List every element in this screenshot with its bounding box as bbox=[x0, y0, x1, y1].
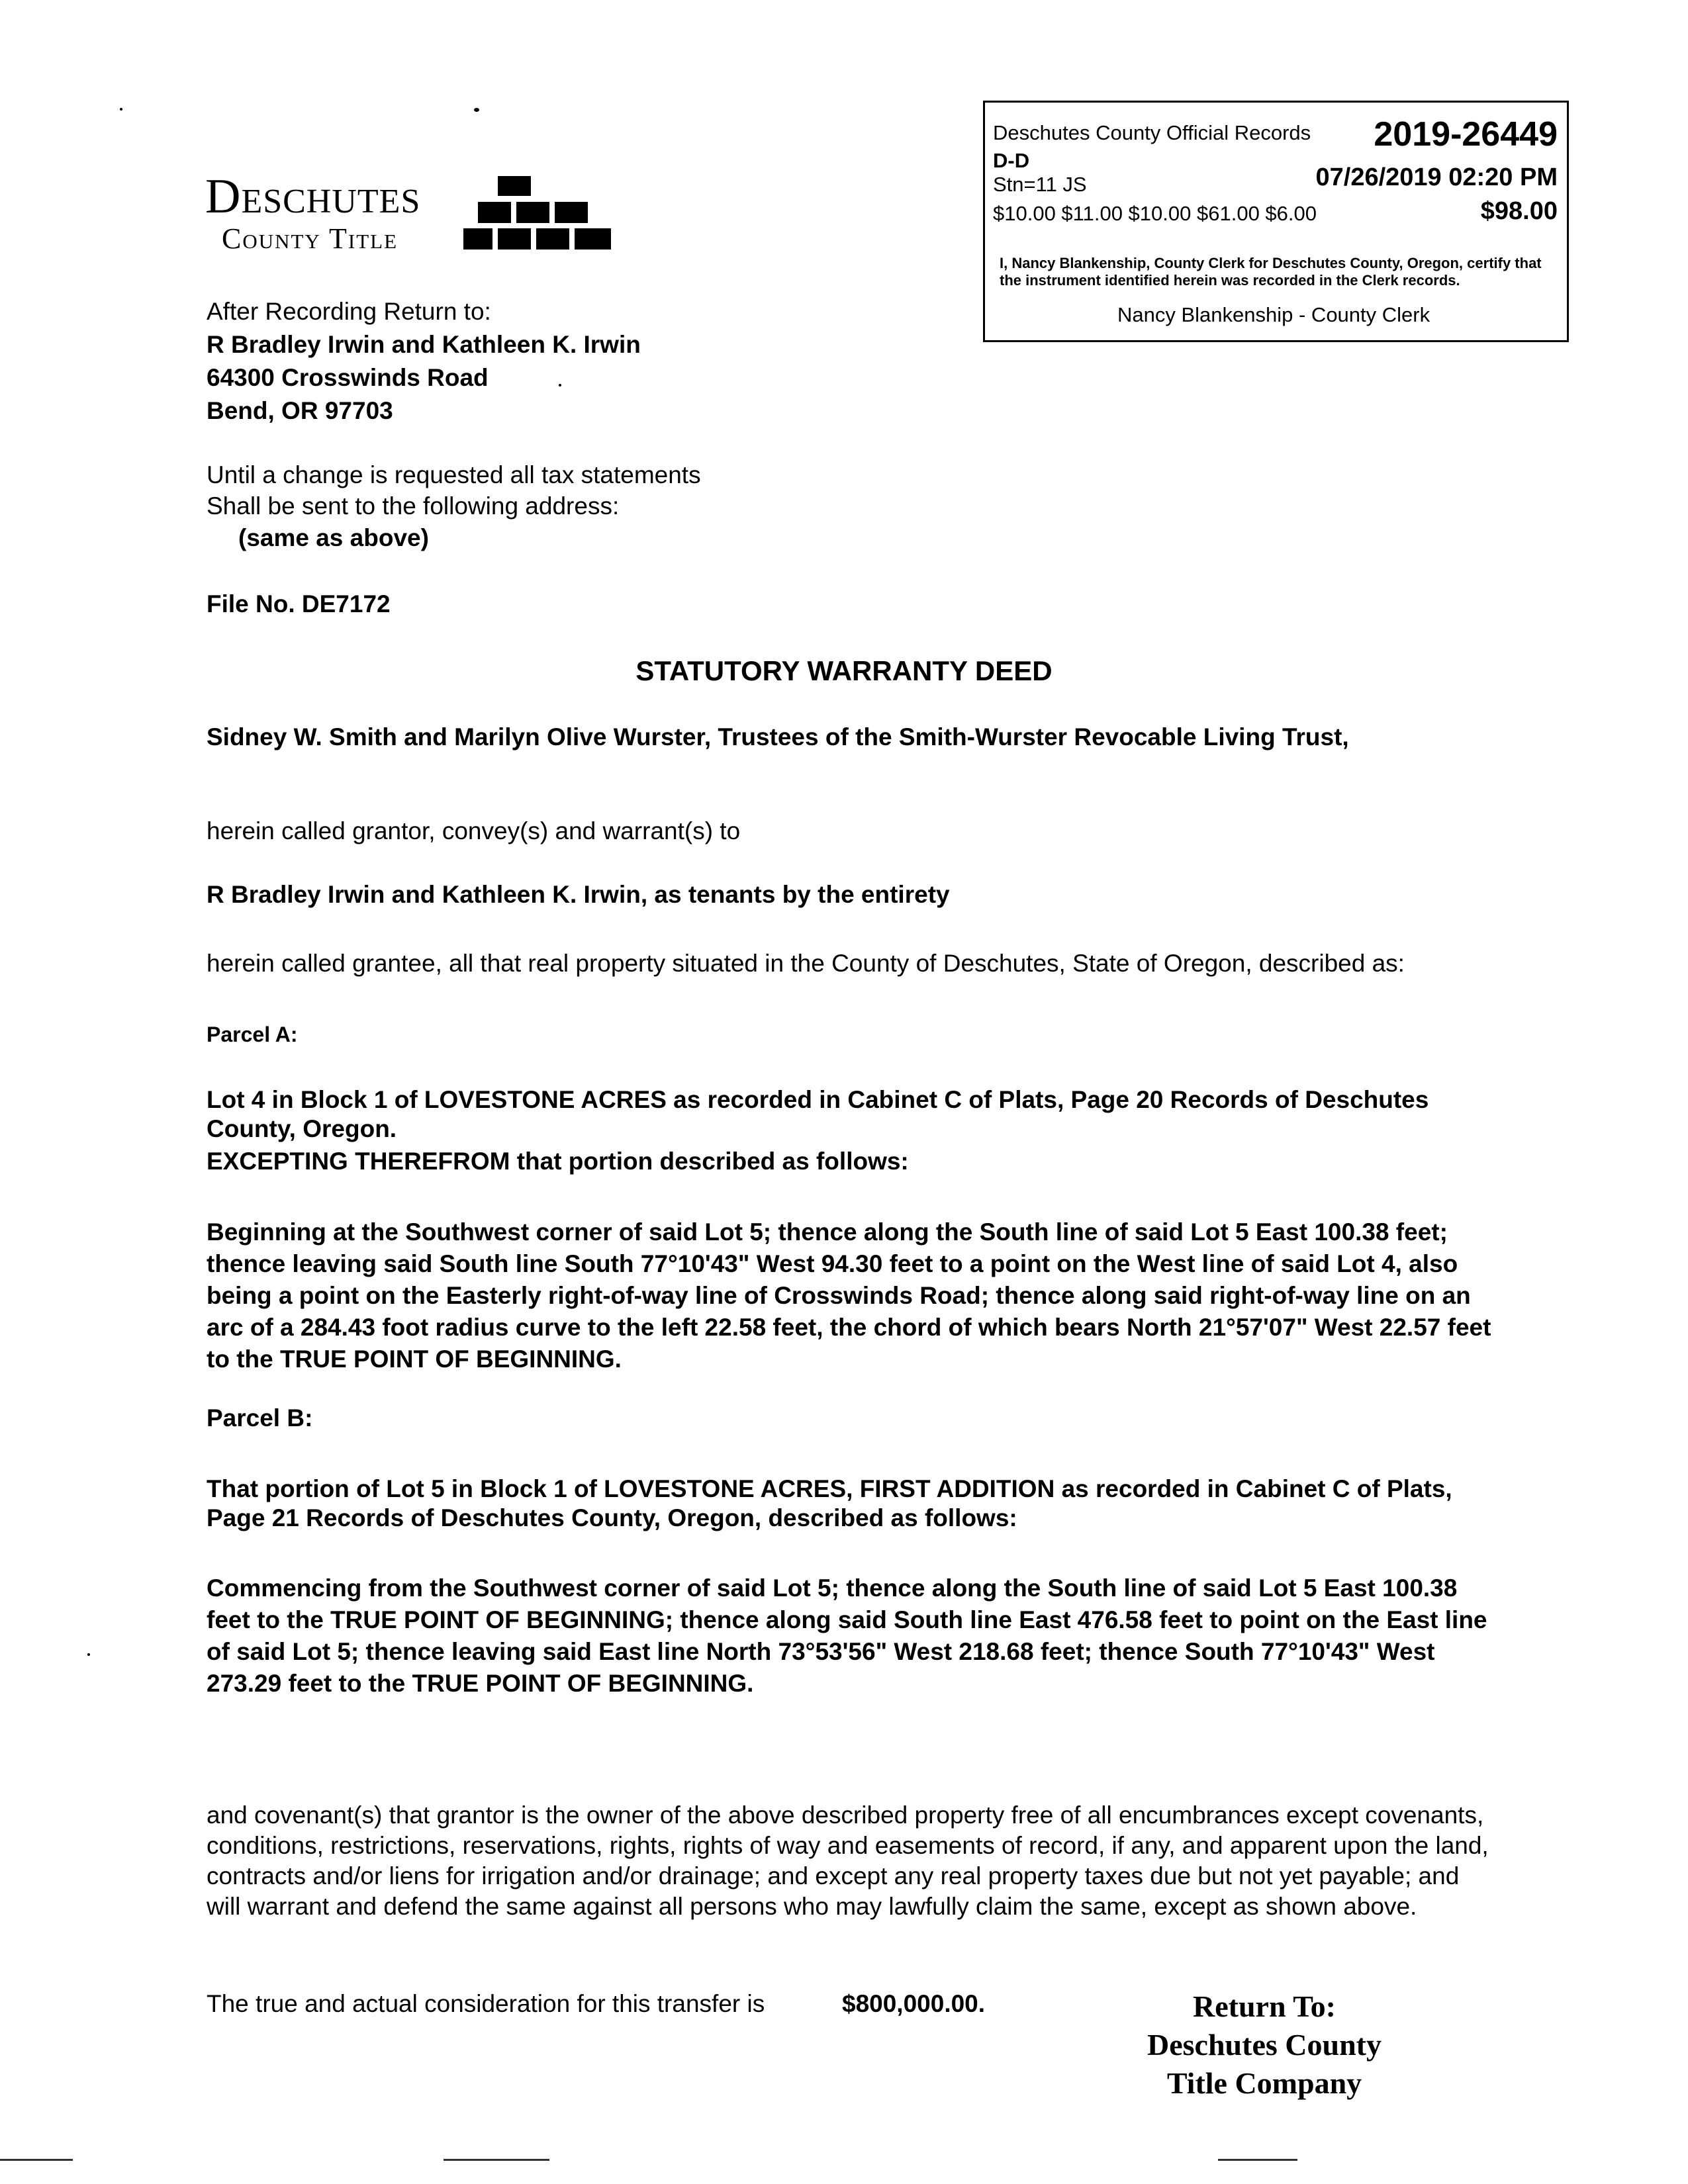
file-number: File No. DE7172 bbox=[207, 590, 391, 617]
covenants-paragraph: and covenant(s) that grantor is the owner of the above described property free of all encumbrances except covenants, conditions, restrictions, reservations, rights, rights of way and easements of record, if any, and apparent upon the land, contracts and/or liens for irrigation and/or drainage; and except any real property taxes due but not yet payable; and will warrant and defend the same against all persons who may lawfully claim the same, except as shown above. bbox=[207, 1801, 1489, 1920]
logo-block bbox=[478, 202, 511, 223]
grantee: R Bradley Irwin and Kathleen K. Irwin, as tenants by the entirety bbox=[207, 881, 950, 908]
clerk-name: Nancy Blankenship - County Clerk bbox=[1117, 303, 1430, 326]
logo-block bbox=[498, 176, 531, 196]
parcel-b-description: Commencing from the Southwest corner of said Lot 5; thence along the South line of said Lot 5 East 100.38 feet to the TRUE POINT OF BEGINNING; thence along said South line East 476.58 feet to point on the East line of said Lot 5; thence leaving said East line North 73°53'56" West 218.68 feet; thence South 77°10'43" West 273.29 feet to the TRUE POINT OF BEGINNING. bbox=[207, 1574, 1487, 1697]
scan-speck bbox=[559, 384, 561, 387]
scan-edge-line bbox=[444, 2159, 549, 2161]
grantee-clause: herein called grantee, all that real property situated in the County of Deschutes, State of Oregon, described as: bbox=[207, 950, 1405, 977]
logo-block bbox=[516, 202, 549, 223]
logo-line-2: County Title bbox=[222, 222, 399, 255]
parcel-b-label: Parcel B: bbox=[207, 1404, 313, 1432]
clerk-certification: I, Nancy Blankenship, County Clerk for Deschutes County, Oregon, certify that the instrument identified herein was recorded in the Clerk records. bbox=[1000, 255, 1542, 289]
logo-block bbox=[555, 202, 588, 223]
return-name: R Bradley Irwin and Kathleen K. Irwin bbox=[207, 331, 641, 358]
parcel-a-lot: Lot 4 in Block 1 of LOVESTONE ACRES as recorded in Cabinet C of Plats, Page 20 Records of Deschutes County, Oregon. bbox=[207, 1086, 1429, 1142]
logo-block bbox=[536, 228, 569, 250]
scan-speck bbox=[120, 108, 122, 111]
tax-line-1: Until a change is requested all tax statements bbox=[207, 461, 701, 488]
scan-edge-line bbox=[0, 2159, 73, 2161]
consideration-amount: $800,000.00. bbox=[842, 1990, 986, 2017]
return-street: 64300 Crosswinds Road bbox=[207, 364, 489, 391]
fee-total: $98.00 bbox=[1480, 197, 1558, 225]
logo-block bbox=[575, 228, 611, 250]
document-number: 2019-26449 bbox=[1374, 115, 1558, 154]
logo-line-1: Deschutes bbox=[205, 169, 421, 224]
grantor-clause: herein called grantor, convey(s) and warrant(s) to bbox=[207, 817, 741, 844]
station: Stn=11 JS bbox=[993, 173, 1087, 196]
stamp-line-3: Title Company bbox=[1166, 2066, 1362, 2100]
scan-edge-line bbox=[1218, 2159, 1297, 2161]
parcel-a-description: Beginning at the Southwest corner of said Lot 5; thence along the South line of said Lot 5 East 100.38 feet; thence leaving said South line South 77°10'43" West 94.30 feet to a point on the West line of said Lot 4, also being a point on the Easterly right-of-way line of Crosswinds Road; thence along said right-of-way line on an arc of a 284.43 foot radius curve to the left 22.58 feet, the chord of which bears North 21°57'07" West 22.57 feet to the TRUE POINT OF BEGINNING. bbox=[207, 1218, 1491, 1373]
recording-stamp-box bbox=[983, 101, 1569, 342]
tax-same-as-above: (same as above) bbox=[238, 524, 429, 551]
return-heading: After Recording Return to: bbox=[207, 298, 491, 325]
recording-datetime: 07/26/2019 02:20 PM bbox=[1315, 163, 1558, 191]
consideration-text: The true and actual consideration for this transfer is bbox=[207, 1990, 765, 2017]
stamp-line-1: Return To: bbox=[1193, 1989, 1336, 2023]
recording-office: Deschutes County Official Records bbox=[993, 121, 1311, 144]
grantor: Sidney W. Smith and Marilyn Olive Wurster, Trustees of the Smith-Wurster Revocable Living Trust, bbox=[207, 723, 1349, 751]
logo-block bbox=[498, 228, 531, 250]
tax-line-2: Shall be sent to the following address: bbox=[207, 492, 620, 520]
logo-block bbox=[463, 228, 492, 250]
document-type: D-D bbox=[993, 149, 1030, 172]
parcel-a-exception: EXCEPTING THEREFROM that portion described as follows: bbox=[207, 1148, 909, 1175]
return-to-stamp bbox=[1033, 1989, 1496, 2128]
stamp-line-2: Deschutes County bbox=[1147, 2028, 1382, 2062]
return-city: Bend, OR 97703 bbox=[207, 397, 393, 424]
parcel-b-lot: That portion of Lot 5 in Block 1 of LOVESTONE ACRES, FIRST ADDITION as recorded in Cabinet C of Plats, Page 21 Records of Deschutes County, Oregon, described as follows: bbox=[207, 1475, 1452, 1531]
document-title: STATUTORY WARRANTY DEED bbox=[635, 655, 1053, 686]
scan-speck bbox=[87, 1653, 90, 1656]
parcel-a-label: Parcel A: bbox=[207, 1023, 298, 1046]
scan-speck bbox=[474, 108, 479, 112]
fee-list: $10.00 $11.00 $10.00 $61.00 $6.00 bbox=[993, 202, 1317, 225]
